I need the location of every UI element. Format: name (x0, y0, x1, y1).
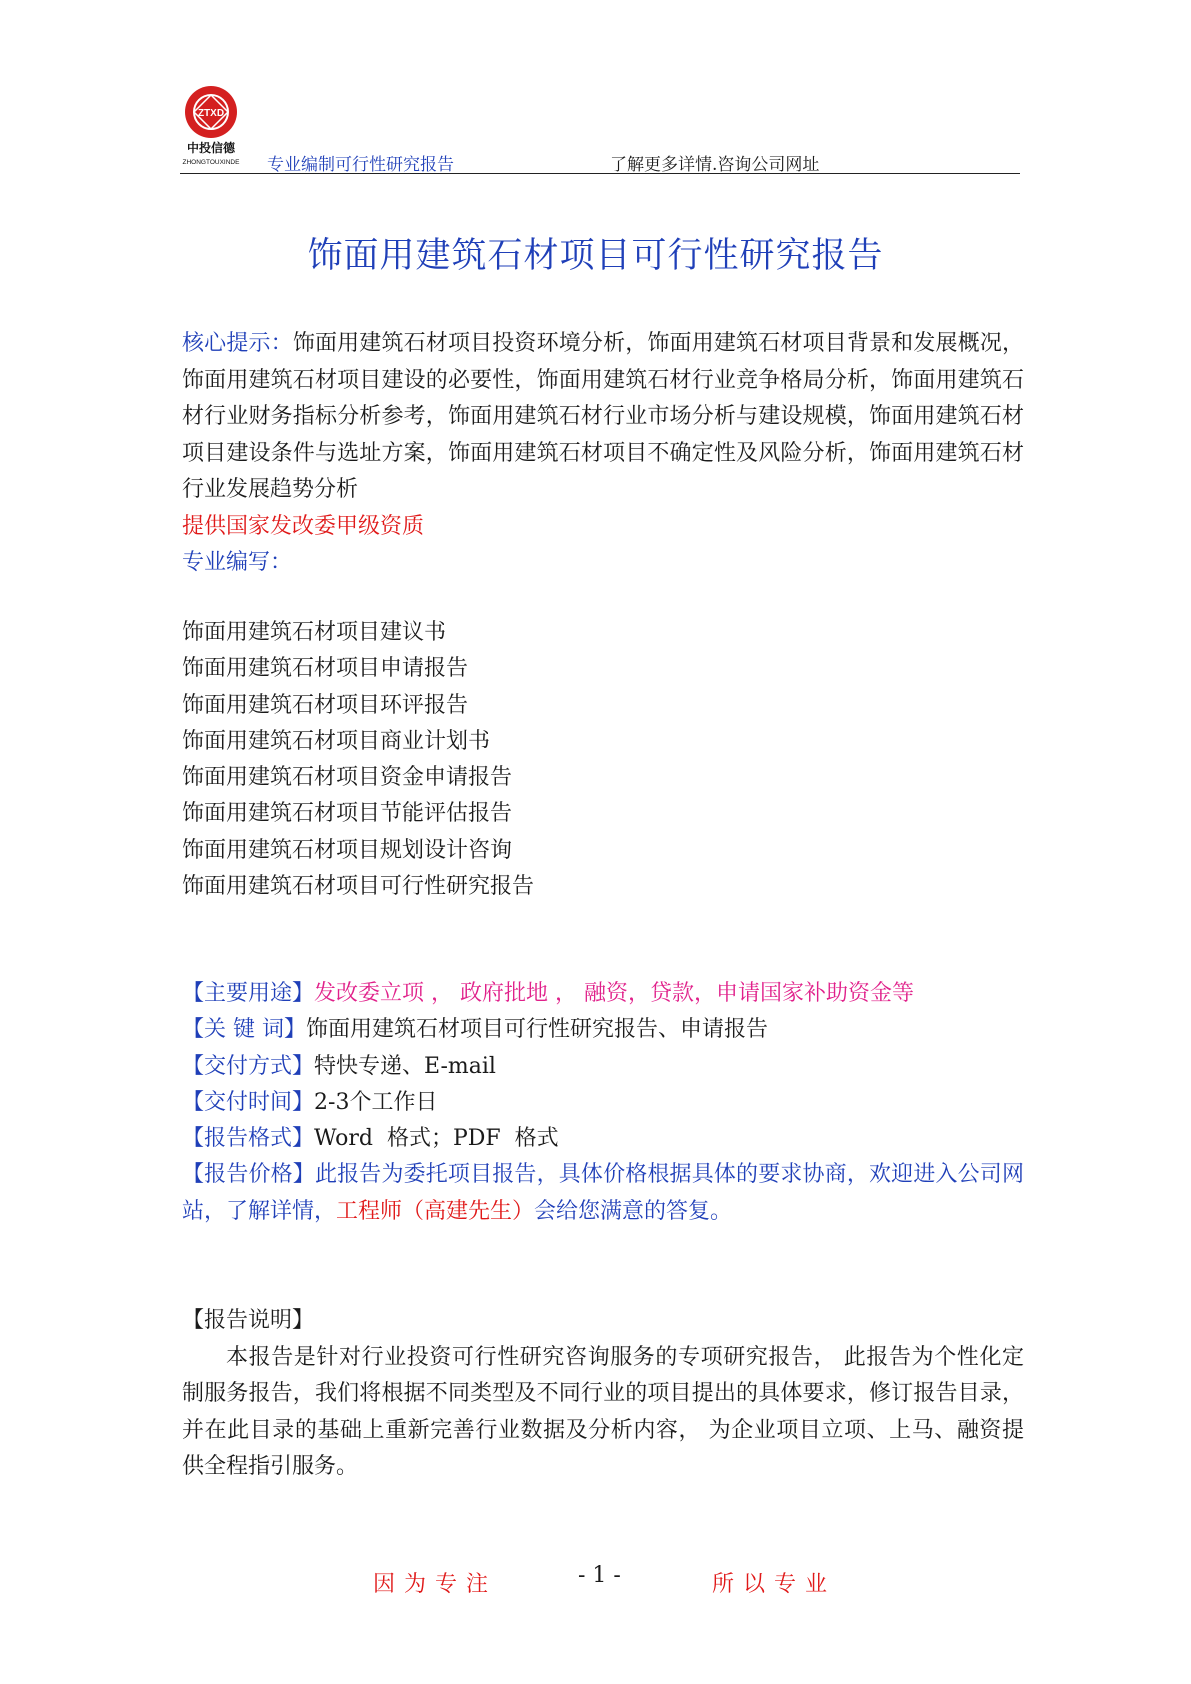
time-label: 【交付时间】 (182, 1089, 315, 1115)
summary-section (182, 326, 1024, 582)
list-item: 饰面用建筑石材项目申请报告 (182, 656, 469, 682)
report-meta (182, 976, 1024, 1230)
logo-text: ZTXD (197, 108, 225, 119)
footer-right-slogan: 所以专业 (712, 1572, 837, 1597)
usage-label: 【主要用途】 (182, 981, 315, 1006)
delivery-value: 特快专递、E-mail (314, 1053, 496, 1079)
usage-row (182, 976, 1024, 1012)
explain-label: 【报告说明】 (182, 1308, 315, 1333)
delivery-label: 【交付方式】 (182, 1053, 315, 1079)
list-item: 饰面用建筑石材项目规划设计咨询 (182, 837, 513, 863)
delivery-row (182, 1049, 1024, 1085)
list-item: 饰面用建筑石材项目资金申请报告 (182, 765, 513, 791)
report-explanation (182, 1303, 1024, 1486)
format-row (182, 1121, 1024, 1157)
price-label: 【报告价格】 (182, 1162, 315, 1188)
list-item: 饰面用建筑石材项目商业计划书 (182, 728, 491, 754)
summary-text: 饰面用建筑石材项目投资环境分析，饰面用建筑石材项目背景和发展概况，饰面用建筑石材项目建设的必要性，饰面用建筑石材行业竞争格局分析，饰面用建筑石材行业财务指标分析参考，饰面用建筑石材行业市场分析与建设规模，饰面用建筑石材项目建设条件与选址方案，饰面用建筑石材项目不确定性及风险分析，饰面用建筑石材行业发展趋势分析 (182, 331, 1024, 502)
format-label: 【报告格式】 (182, 1126, 315, 1152)
footer-left-slogan: 因为专注 (373, 1572, 498, 1597)
summary-label: 核心提示： (182, 331, 293, 356)
list-item: 饰面用建筑石材项目环评报告 (182, 692, 469, 718)
logo-en-text: ZHONGTOUXINDE (182, 159, 240, 166)
logo-emblem-icon (176, 84, 246, 168)
keywords-label: 【关 键 词】 (182, 1017, 306, 1043)
format-value: Word 格式；PDF 格式 (314, 1126, 559, 1152)
price-closing: 会给您满意的答复。 (534, 1198, 733, 1224)
engineer-contact: 工程师（高建先生） (336, 1198, 535, 1224)
summary-paragraph (182, 326, 1024, 509)
explain-text: 本报告是针对行业投资可行性研究咨询服务的专项研究报告， 此报告为个性化定制服务报告，我们将根据不同类型及不同行业的项目提出的具体要求，修订报告目录， 并在此目录的基础上重新完善行业数据及分析内容， 为企业项目立项、上马、融资提供全程指引服务。 (182, 1344, 1024, 1479)
usage-value: 发改委立项 ， 政府批地 ， 融资，贷款，申请国家补助资金等 (314, 981, 914, 1006)
price-value: 此报告为委托项目报告，具体价格根据具体的要求协商，欢迎进入公司网站，了解详情， (182, 1162, 1024, 1224)
services-list (182, 615, 1024, 905)
header-website-note: 了解更多详情.咨询公司网址 (610, 155, 820, 175)
keywords-row (182, 1012, 1024, 1048)
page-number: - 1 - (578, 1563, 621, 1588)
list-item: 饰面用建筑石材项目建议书 (182, 620, 447, 645)
time-row (182, 1085, 1024, 1121)
price-row (182, 1157, 1024, 1230)
list-item: 饰面用建筑石材项目节能评估报告 (182, 801, 513, 827)
header-divider (180, 173, 1020, 174)
qualification-note: 提供国家发改委甲级资质 (182, 513, 425, 539)
company-logo (176, 84, 246, 168)
page-title: 饰面用建筑石材项目可行性研究报告 (307, 236, 884, 276)
logo-cn-text: 中投信德 (186, 141, 236, 155)
list-item: 饰面用建筑石材项目可行性研究报告 (182, 874, 535, 900)
time-value: 2-3个工作日 (314, 1089, 438, 1115)
written-label: 专业编写： (182, 550, 293, 575)
header-tagline: 专业编制可行性研究报告 (267, 155, 454, 175)
keywords-value: 饰面用建筑石材项目可行性研究报告、申请报告 (306, 1017, 769, 1043)
